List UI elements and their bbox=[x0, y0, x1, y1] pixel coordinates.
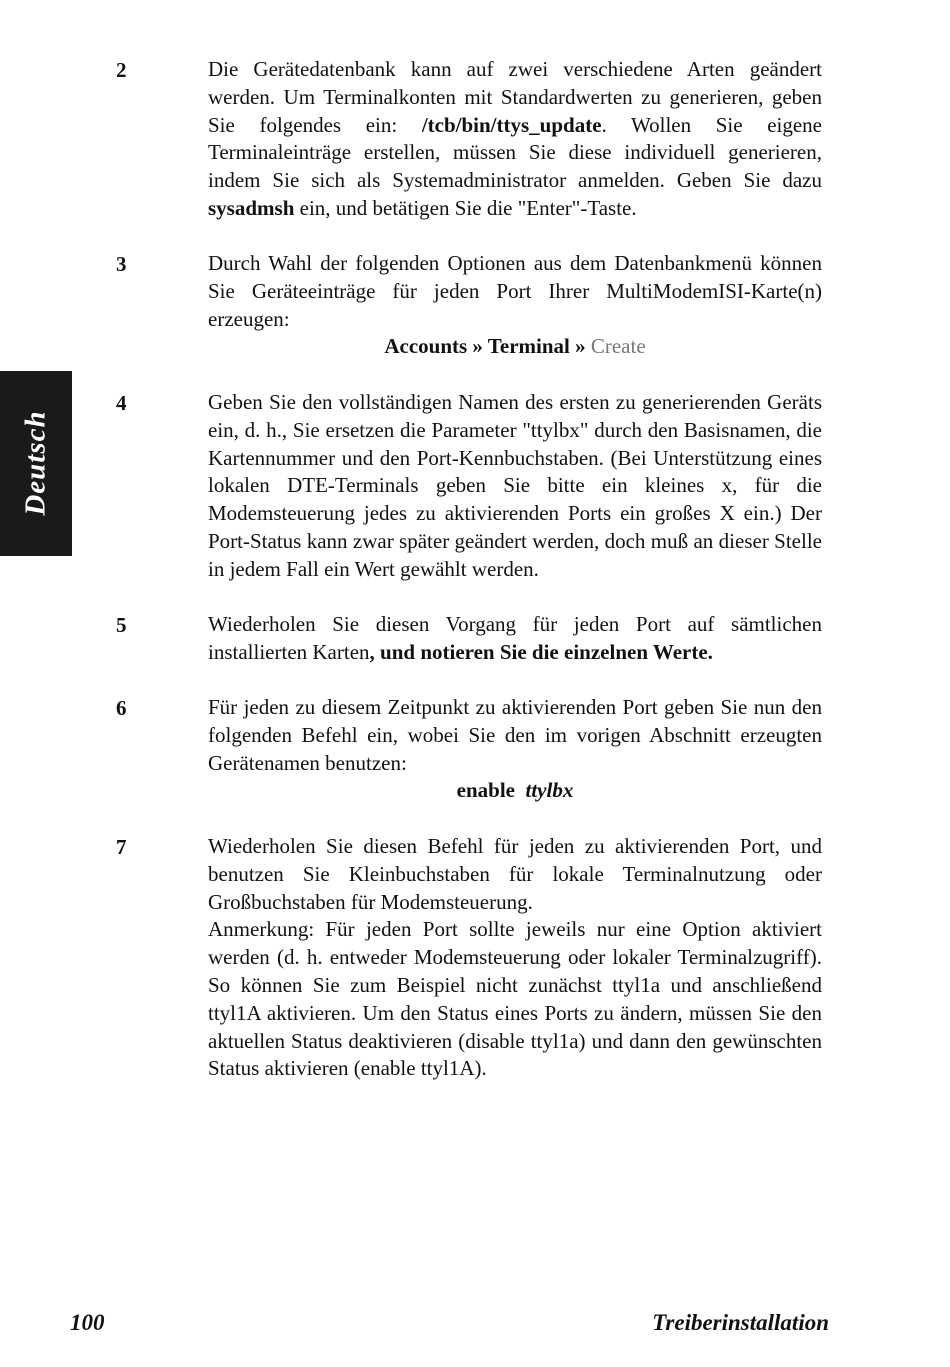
step-paragraph: Für jeden zu diesem Zeitpunkt zu aktivierenden Port geben Sie nun den folgenden Befehl ein, wobei Sie den im vorigen Abschnitt erzeugten Gerätenamen benutzen: bbox=[208, 695, 822, 775]
section-title: Treiberinstallation bbox=[652, 1310, 829, 1335]
menu-path bbox=[208, 333, 822, 361]
step-paragraph: Wiederholen Sie diesen Befehl für jeden zu aktivierenden Port, und benutzen Sie Kleinbuchstaben für lokale Terminalnutzung oder Großbuchstaben für Modemsteuerung. bbox=[208, 834, 822, 914]
step-text bbox=[208, 56, 822, 223]
command-keyword: enable bbox=[456, 778, 515, 803]
step-text bbox=[208, 694, 822, 805]
command-path: /tcb/bin/ttys_update bbox=[421, 112, 602, 137]
page-number: 100 bbox=[70, 1310, 105, 1335]
step-text-part: . Wollen Sie eigene Terminaleinträge erstellen, müssen Sie diese individuell generieren, indem Sie sich als Systemadministrator anmelden. Geben Sie dazu bbox=[208, 112, 822, 193]
step-text bbox=[208, 611, 822, 667]
step-text-part: Die Gerätedatenbank kann auf zwei verschiedene Arten geändert werden. Um Terminalkonten mit Standardwerten zu generieren, geben Sie folgendes ein: bbox=[208, 57, 822, 137]
step-number: 2 bbox=[116, 58, 127, 82]
step-text bbox=[208, 389, 822, 584]
step-text-part: Wiederholen Sie diesen Vorgang für jeden Port auf sämtlichen installierten Karten bbox=[208, 612, 822, 664]
language-tab-label: Deutsch bbox=[19, 410, 52, 516]
step-note: Anmerkung: Für jeden Port sollte jeweils nur eine Option aktiviert werden (d. h. entweder Modemsteuerung oder lokaler Terminalzugriff). So können Sie zum Beispiel nicht zunächst ttyl1a und anschließend ttyl1A aktivieren. Um den Status eines Ports zu ändern, müssen Sie den aktuellen Status deaktivieren (disable ttyl1a) und dann den gewünschten Status aktivieren (enable ttyl1A). bbox=[208, 917, 822, 1081]
step-number: 6 bbox=[116, 696, 127, 720]
step-number: 7 bbox=[116, 835, 127, 859]
step-paragraph: Geben Sie den vollständigen Namen des ersten zu generierenden Geräts ein, d. h., Sie ersetzen die Parameter "ttylbx" durch den Basisnamen, die Kartennummer und den Port-Kennbuchstaben. (Bei Unterstützung eines lokalen DTE-Terminals geben Sie bitte ein kleines x, für die Modemsteuerung jedes zu aktivierenden Ports ein großes X ein.) Der Port-Status kann zwar später geändert werden, doch muß an dieser Stelle in jedem Fall ein Wert gewählt werden. bbox=[208, 390, 822, 581]
step-text-part: ein, und betätigen Sie die "Enter"-Taste. bbox=[294, 195, 637, 220]
step-text bbox=[208, 833, 822, 1083]
language-tab bbox=[0, 371, 72, 556]
command-name: sysadmsh bbox=[208, 195, 295, 220]
command-line bbox=[208, 777, 822, 805]
menu-path-bold: Accounts » Terminal » bbox=[384, 334, 591, 359]
step-text-bold: , und notieren Sie die einzelnen Werte. bbox=[369, 639, 713, 664]
step-number: 3 bbox=[116, 252, 127, 276]
step-paragraph: Durch Wahl der folgenden Optionen aus dem Datenbankmenü können Sie Geräteeinträge für jeden Port Ihrer MultiModemISI-Karte(n) erzeugen: bbox=[208, 251, 822, 331]
step-number: 5 bbox=[116, 613, 127, 637]
command-argument: ttylbx bbox=[525, 778, 574, 803]
step-number: 4 bbox=[116, 391, 127, 415]
step-text bbox=[208, 250, 822, 361]
menu-path-create: Create bbox=[590, 334, 646, 359]
